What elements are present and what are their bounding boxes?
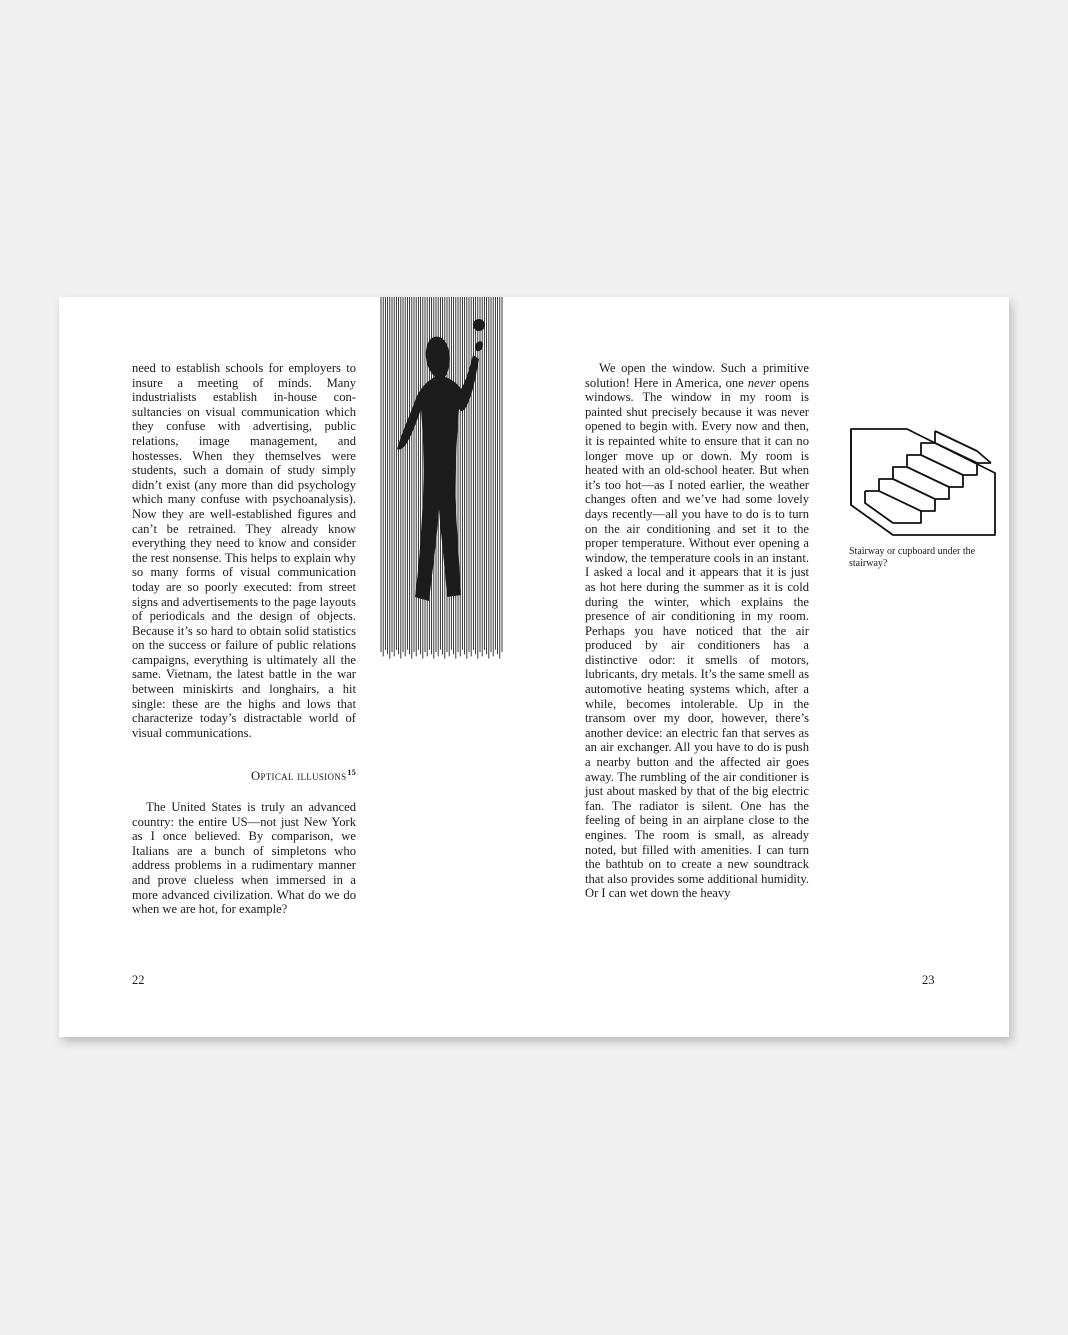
left-page-text: [132, 361, 356, 917]
right-paragraph-start: We open the window. Such a primitive solution! Here in America, one: [585, 361, 809, 390]
section-heading-text: Optical illusions: [251, 769, 347, 784]
section-heading: [132, 766, 356, 784]
book-spread: [59, 297, 1009, 1037]
right-paragraph-rest: opens windows. The window in my room is painted shut precisely because it was never opened to begin with. Every now and then, it is repainted white to ensure that it can no longer move up or down. My room is heated with an old-school heater. But when it’s too hot—as I noted earlier, the weather changes often and we’ve had some lovely days recently—all you have to do is to turn on the air conditioning and set it to the proper temperature. Without ever opening a window, the temperature cools in an instant. I asked a local and it appears that it is just as hot here during the summer as it is cold during the winter, which explains the presence of air conditioning in my room. Perhaps you have noticed that the air produced by air conditioners has a distinctive odor: it smells of motors, lubricants, dry metals. It’s the same smell as automotive heating systems which, after a while, becomes intolerable. Up in the transom over my door, however, there’s another device: an electric fan that serves as an air exchanger. All you have to do is push a nearby button and the affected air goes away. The rumbling of the air conditioner is just about masked by that of the big electric fan. The radiator is silent. One has the feeling of being in an airplane close to the engines. The room is small, as already noted, but filled with amenities. I can turn the bathtub on to create a new soundtrack that also provides some additional humidity. Or I can wet down the heavy: [585, 375, 810, 901]
page-number-right: 23: [922, 973, 935, 987]
stairway-illusion-illustration: [849, 427, 999, 537]
page-number-left: 22: [132, 973, 145, 987]
emphasis-never: never: [747, 375, 776, 390]
silhouette-figure-illustration: [379, 297, 505, 660]
right-paragraph: [585, 361, 809, 901]
footnote-ref: 15: [347, 768, 356, 778]
left-paragraph-1: need to establish schools for employers to insure a meeting of minds. Many industrialists establish in-house consultancies on visual communication which they confuse with advertising, public relations, image management, and hostesses. When they themselves were students, such a domain of study simply didn’t exist (any more than did psychology which many confuse with psychoanalysis). Now they are well-established figures and can’t be retrained. They already know everything they need to know and consider the rest nonsense. This helps to explain why so many forms of visual communication today are so poorly executed: from street signs and advertisements to the page layouts of periodicals and the design of objects. Because it’s so hard to obtain solid statistics on the success or failure of public relations campaigns, everything is ultimately all the same. Vietnam, the latest battle in the war between miniskirts and longhairs, a hit single: these are the highs and lows that characterize today’s distractable world of visual communications.: [132, 361, 356, 740]
figure-caption: Stairway or cupboard under the stairway?: [849, 546, 976, 569]
right-page-text: [585, 361, 809, 901]
left-paragraph-2: The United States is truly an advanced country: the entire US—not just New York as I once believed. By comparison, we Italians are a bunch of simpletons who address problems in a rudimentary manner and prove clueless when immersed in a more advanced civilization. What do we do when we are hot, for example?: [132, 800, 356, 917]
